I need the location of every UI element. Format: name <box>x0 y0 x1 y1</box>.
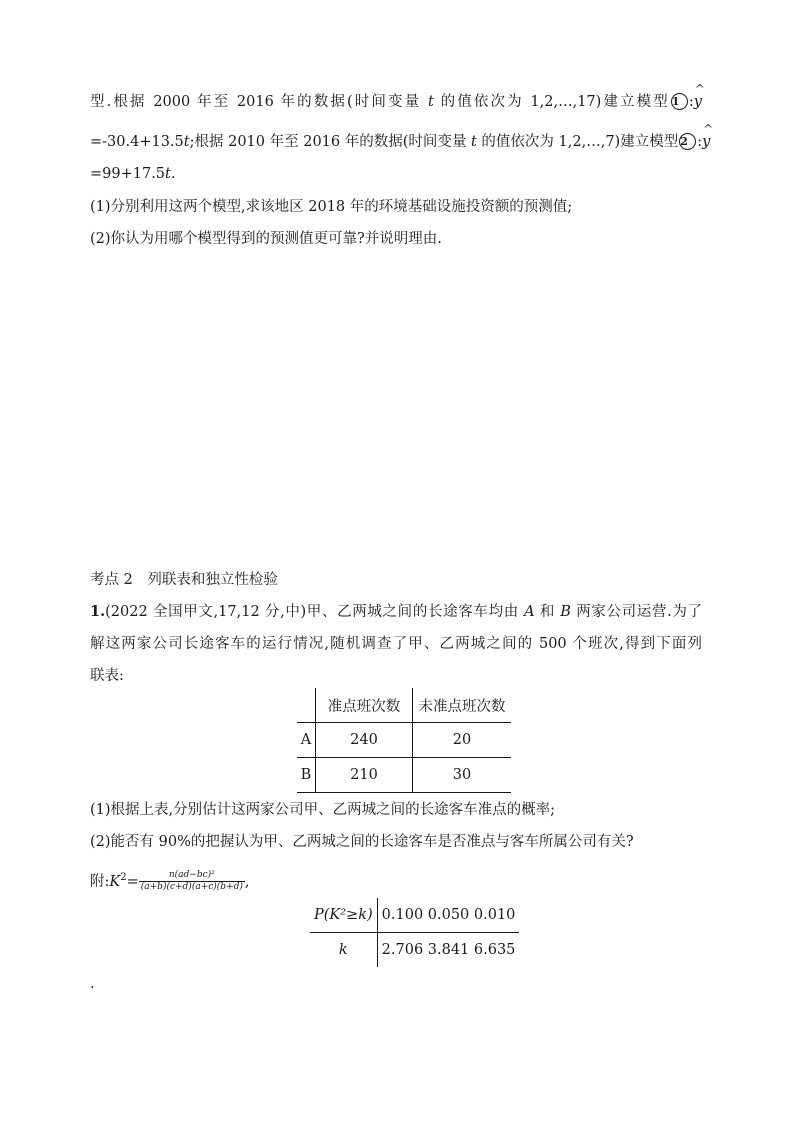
formula-denominator: (a+b)(c+d)(a+c)(b+d) <box>140 882 243 893</box>
company-a: A <box>524 604 535 620</box>
text-segment: =-30.4+13.5 <box>90 134 184 150</box>
variable-y: y <box>693 94 702 110</box>
appendix-formula <box>90 864 250 896</box>
end-period: . <box>90 976 95 992</box>
section-title: 考点 2 列联表和独立性检验 <box>90 572 278 588</box>
variable-t: t <box>183 134 190 150</box>
variable-y: y <box>702 134 711 150</box>
comma: , <box>244 873 250 890</box>
text-segment: . <box>170 166 176 182</box>
problem-1-question-1: (1)根据上表,分别估计这两家公司甲、乙两城之间的长途客车准点的概率; <box>90 802 556 818</box>
formula-fraction <box>139 870 245 893</box>
text-segment: 和 <box>534 604 561 620</box>
k-label: k <box>310 933 377 968</box>
hat-symbol: ^ <box>694 82 705 96</box>
probability-values: 0.100 0.050 0.010 <box>377 898 519 933</box>
table-row <box>297 723 511 758</box>
probability-label: P(K²≥k) <box>310 898 377 933</box>
model-1-marker: 1 <box>671 93 688 110</box>
problem-1-line-3: 联表: <box>90 668 124 684</box>
table-cell: 240 <box>316 723 413 758</box>
problem-number: 1. <box>90 603 106 620</box>
table-row <box>310 898 519 933</box>
k-exponent: 2 <box>120 872 127 883</box>
text-segment: 的值依次为 1,2,…,7)建立模型 <box>476 134 679 150</box>
prev-problem-line-3 <box>90 164 175 184</box>
text-segment: 型.根据 2000 年至 2016 年的数据(时间变量 <box>90 94 429 110</box>
table-row <box>297 758 511 793</box>
text-segment: ;根据 2010 年至 2016 年的数据(时间变量 <box>189 134 471 150</box>
variable-t: t <box>165 166 171 182</box>
prev-question-1: (1)分别利用这两个模型,求该地区 2018 年的环境基础设施投资额的预测值; <box>90 199 573 215</box>
table-header-cell <box>297 688 316 723</box>
table-cell: 30 <box>413 758 512 793</box>
equals: = <box>126 873 139 890</box>
y-hat <box>702 122 714 152</box>
table-row <box>310 933 519 968</box>
k-values: 2.706 3.841 6.635 <box>381 942 516 958</box>
problem-1-line-2: 解这两家公司长途客车的运行情况,随机调查了甲、乙两城之间的 500 个班次,得到下面列 <box>90 636 702 652</box>
hat-symbol: ^ <box>703 122 714 136</box>
table-header-cell: 未准点班次数 <box>413 688 512 723</box>
table-header-cell: 准点班次数 <box>316 688 413 723</box>
text-segment: (2022 全国甲文,17,12 分,中)甲、乙两城之间的长途客车均由 <box>105 604 525 620</box>
table-header-row <box>297 688 511 723</box>
prev-question-2: (2)你认为用哪个模型得到的预测值更可靠?并说明理由. <box>90 231 442 247</box>
problem-1-question-2: (2)能否有 90%的把握认为甲、乙两城之间的长途客车是否准点与客车所属公司有关? <box>90 834 634 850</box>
prev-problem-line-2 <box>90 122 714 152</box>
text-segment: =99+17.5 <box>90 166 166 182</box>
colon: : <box>697 134 703 150</box>
company-b: B <box>560 604 571 620</box>
table-cell: 210 <box>316 758 413 793</box>
model-2-marker: 2 <box>679 133 696 150</box>
k-symbol: K <box>109 873 121 890</box>
variable-t: t <box>471 134 477 150</box>
text-segment: 的值依次为 1,2,…,17)建立模型 <box>433 94 670 110</box>
critical-value-table <box>310 898 519 967</box>
problem-1-line-1 <box>90 602 702 622</box>
prev-problem-line-1 <box>90 82 705 112</box>
colon: : <box>688 94 694 110</box>
formula-numerator: n(ad−bc)² <box>139 870 245 882</box>
text-segment: 两家公司运营.为了 <box>570 604 703 620</box>
variable-t: t <box>428 94 434 110</box>
table-cell: B <box>297 758 316 793</box>
appendix-label: 附: <box>90 873 110 890</box>
contingency-table <box>297 688 511 793</box>
table-cell: 20 <box>413 723 512 758</box>
table-cell: A <box>297 723 316 758</box>
y-hat <box>693 82 705 112</box>
